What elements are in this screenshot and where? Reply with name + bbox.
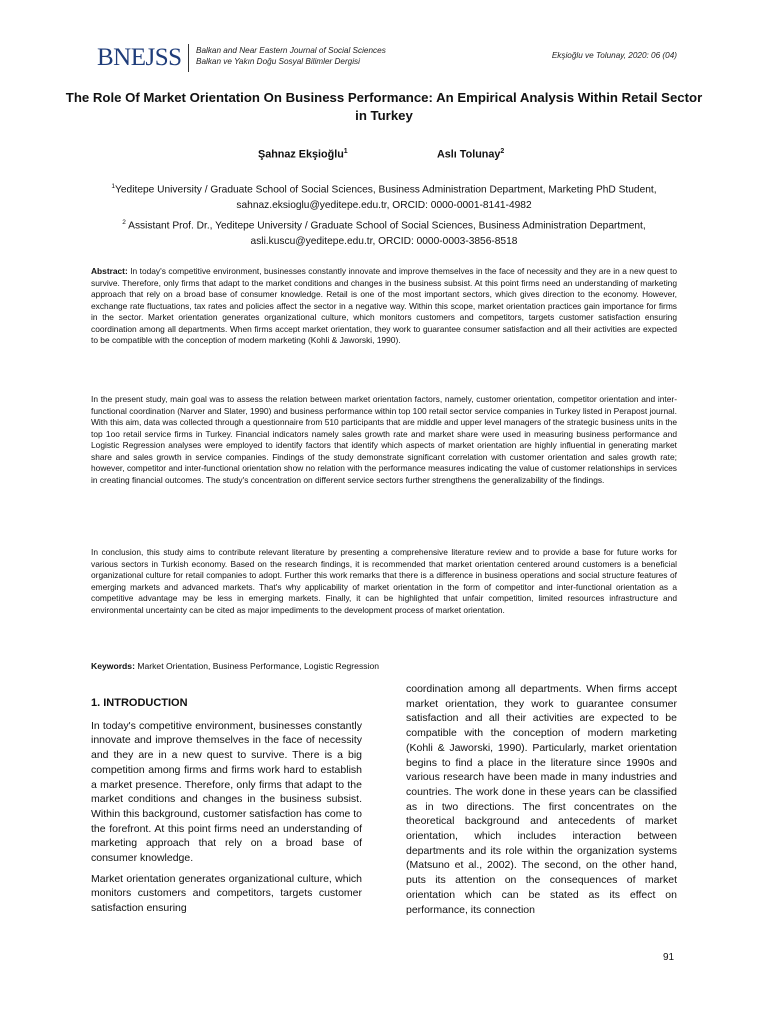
affiliation-2 <box>60 215 708 250</box>
right-column <box>406 682 677 923</box>
logo-divider <box>188 44 189 72</box>
abstract-paragraph-2: In the present study, main goal was to assess the relation between market orientation factors, namely, customer orientation, competitor orientation and inter-functional coordination (Narver and Slater, 1990) and business performance within top 100 retail sector service companies in Turkey listed in Perapost journal. With this aim, data was collected through a questionnaire from 510 participants that are middle and upper level managers of the strategic business units in the top 1oo retail service firms in Turkey. Financial indicators namely sales growth rate and market share were used in measuring business performance and Logistic Regression analyses were employed to identify factors that identify which aspects of market orientation are highly influential in generating market share and sales growth in service companies. Findings of the study demonstrate significant correlation with customer orientation and sales growth rate; however, competitor and inter-functional orientation show no relation with the performance measures indicating the value of customer relationships in services in creating financial outcomes. The study's concentration on different service sectors further strengthens the generalizability of the findings. <box>91 394 677 485</box>
author-name: Aslı Tolunay <box>437 148 501 161</box>
body-paragraph: In today's competitive environment, businesses constantly innovate and improve themselves in the face of necessity and they are in a new quest to survive. There is a big competition among firms and firms work hard to establish a market presence. Therefore, only firms that adapt to the market conditions and changes in the business subsist. Within this background, customer satisfaction has come to the forefront. At this point firms need an understanding of marketing approach that rely on a broad base of consumer knowledge. <box>91 719 362 865</box>
citation: Ekşioğlu ve Tolunay, 2020: 06 (04) <box>551 51 677 60</box>
affiliation-1 <box>60 179 708 214</box>
abstract-label: Abstract: <box>91 266 128 276</box>
author-2 <box>437 148 504 161</box>
left-column <box>91 682 362 922</box>
author-sup: 2 <box>500 148 505 155</box>
affiliation-sup: 1 <box>111 183 116 190</box>
affiliation-text: Yeditepe University / Graduate School of Social Sciences, Business Administration Department, Marketing PhD Student, sahnaz.eksioglu@yeditepe.edu.tr, ORCID: 0000-0001-8141-4982 <box>115 184 657 212</box>
abstract-text: In today's competitive environment, businesses constantly innovate and improve themselves in the face of necessity and they are in a new quest to survive. Therefore, only firms that adapt to the market conditions and changes in the business subsist. At this point firms need an understanding of marketing approach that rely on a broad base of consumer knowledge. Retail is one of the most important sectors, which gives direction to the economy. However, exchange rate fluctuations, tax rates and policies affect the sector in a negative way. Within this scope, market orientation practices gain importance for firms in the sector. Market orientation generates organizational culture, which monitors customers and competitors, targets customer satisfaction ensuring coordination among all departments. When firms accept market orientation, they work to guarantee consumer satisfaction and all their activities are expected to be compatible with the conception of modern marketing (Kohli & Jaworski, 1990). <box>91 266 677 346</box>
body-paragraph: Market orientation generates organizational culture, which monitors customers and competitors, targets customer satisfaction ensuring <box>91 872 362 915</box>
journal-logo: BNEJSS <box>97 44 182 71</box>
page-number: 91 <box>663 952 675 963</box>
journal-name-en: Balkan and Near Eastern Journal of Social Sciences <box>196 46 386 55</box>
body-paragraph: coordination among all departments. When firms accept market orientation, they work to guarantee consumer satisfaction and all their activities are expected to be compatible with the conception of modern marketing (Kohli & Jaworski, 1990). Particularly, market orientation begins to find a place in the literature since 1990s and various research have been made in many industries and countries. The work done in these years can be classified as in two directions. The first concentrates on the theoretical background and antecedents of market orientation, which includes interaction between departments and its role within the organization systems (Matsuno et al., 2002). The second, on the other hand, puts its attention on the consequences of market orientation which can be stated as its effect on performance, its connection <box>406 683 677 916</box>
affiliation-sup: 2 <box>122 219 126 226</box>
journal-name-tr: Balkan ve Yakın Doğu Sosyal Bilimler Dergisi <box>196 57 360 66</box>
page-header <box>97 42 677 76</box>
author-sup: 1 <box>343 148 348 155</box>
keywords-label: Keywords: <box>91 661 135 671</box>
abstract-paragraph-1 <box>91 266 677 347</box>
keywords-text: Market Orientation, Business Performance, Logistic Regression <box>134 661 380 671</box>
author-name: Şahnaz Ekşioğlu <box>258 148 344 161</box>
keywords <box>91 661 379 671</box>
abstract-paragraph-3: In conclusion, this study aims to contribute relevant literature by presenting a comprehensive literature review and to provide a base for future works for various sectors in Turkish economy. Based on the research findings, it is recommended that market orientation centered around customers is a beneficial organizational culture for retail companies to adopt. Further this work remarks that there is a difference in business operations and social structure features of emerging markets and advanced markets. That's why applicability of market orientation in the form of competitor and inter-functional orientation as a competitive advantage may be less in emerging markets. Finally, it can be highlighted that unfair competition, limited resources infrastructure and environmental uncertainty can be cited as major impediments to the development process of market orientation. <box>91 547 677 615</box>
paper-title: The Role Of Market Orientation On Business Performance: An Empirical Analysis Within Retail Sector in Turkey <box>65 90 703 123</box>
author-1 <box>258 148 348 161</box>
journal-name <box>196 45 386 67</box>
affiliation-text: Assistant Prof. Dr., Yeditepe University / Graduate School of Social Sciences, Business Administration Department, asli.kuscu@yeditepe.edu.tr, ORCID: 0000-0003-3856-8518 <box>125 220 646 248</box>
section-heading: 1. INTRODUCTION <box>91 697 188 709</box>
